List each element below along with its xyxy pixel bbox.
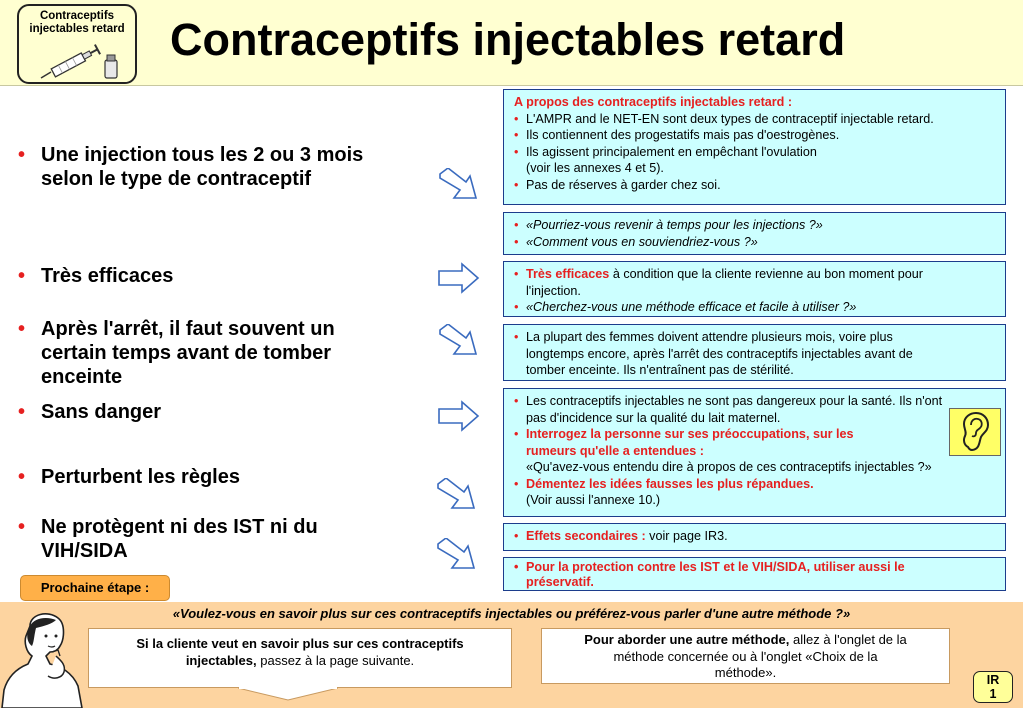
bullet-text-line1: Ne protègent ni des IST ni du	[41, 516, 318, 538]
left-bullet-safety	[18, 400, 438, 424]
item-text-cont: longtemps encore, après l'arrêt des contraceptifs injectables avant de	[526, 346, 913, 361]
info-box-side-effects	[503, 523, 1006, 551]
bullet-dot: •	[18, 265, 26, 287]
next-step-label: Prochaine étape :	[20, 575, 170, 601]
item-text: Les contraceptifs injectables ne sont pas dangereux pour la santé. Ils n'ont	[526, 394, 943, 408]
arrow-right-icon	[438, 262, 480, 294]
info-box-safety	[503, 388, 1006, 517]
left-bullet-efficacy	[18, 264, 438, 288]
item-text: Ils contiennent des progestatifs mais pas d'oestrogènes.	[526, 128, 840, 142]
list-item: • L'AMPR and le NET-EN sont deux types de contraceptif injectable retard.	[514, 111, 934, 126]
bullet-dot: •	[18, 318, 26, 340]
item-text-cont: préservatif.	[526, 575, 594, 589]
list-item: • Très efficaces à condition que la cliente revienne au bon moment pour l'injection.	[514, 267, 923, 298]
bullet-text-line1: Après l'arrêt, il faut souvent un	[41, 318, 335, 340]
tab-code: IR	[986, 673, 1000, 687]
bullet-text-line2: certain temps avant de tomber	[41, 342, 332, 364]
info-box-questions	[503, 212, 1006, 255]
item-text: La plupart des femmes doivent attendre plusieurs mois, voire plus	[526, 330, 893, 344]
list-item: • Ils agissent principalement en empêchant l'ovulation (voir les annexes 4 et 5).	[514, 144, 817, 175]
bullet-text-line1: Une injection tous les 2 ou 3 mois	[41, 144, 364, 166]
list-item: • «Cherchez-vous une méthode efficace et facile à utiliser ?»	[514, 300, 857, 314]
list-item: • Les contraceptifs injectables ne sont pas dangereux pour la santé. Ils n'ont pas d'incidence sur la qualité du lait maternel.	[514, 394, 943, 425]
arrow-right-icon	[438, 400, 480, 432]
continue-bubble	[88, 628, 512, 688]
item-text: L'AMPR and le NET-EN sont deux types de contraceptif injectable retard.	[526, 111, 934, 126]
list-item: • Effets secondaires : voir page IR3.	[514, 529, 728, 543]
left-bullet-sti	[18, 515, 438, 563]
left-bullet-periods	[18, 465, 438, 489]
list-item: • Démentez les idées fausses les plus répandues. (Voir aussi l'annexe 10.)	[514, 476, 814, 507]
bullet-text-line1: Très efficaces	[41, 265, 174, 287]
info-box-efficacy	[503, 261, 1006, 317]
list-item: • «Pourriez-vous revenir à temps pour les injections ?»	[514, 218, 823, 232]
syringe-vial-icon	[39, 38, 121, 82]
bullet-text-line1: Sans danger	[41, 401, 162, 423]
list-item: • Ils contiennent des progestatifs mais pas d'oestrogènes.	[514, 128, 840, 142]
list-item: • Interrogez la personne sur ses préoccupations, sur les rumeurs qu'elle a entendues : «Qu'avez-vous entendu dire à propos de ces contraceptifs injectables ?»	[514, 427, 932, 474]
item-text: «Comment vous en souviendriez-vous ?»	[526, 234, 758, 249]
method-tab-logo	[17, 4, 137, 84]
footer-question: «Voulez-vous en savoir plus sur ces contraceptifs injectables ou préférez-vous parler d'une autre méthode ?»	[172, 606, 851, 621]
item-text-cont: «Qu'avez-vous entendu dire à propos de ces contraceptifs injectables ?»	[526, 460, 932, 474]
bubble-text: passez à la page suivante.	[256, 652, 415, 668]
list-item: • La plupart des femmes doivent attendre plusieurs mois, voire plus longtemps encore, après l'arrêt des contraceptifs injectables avant de tomber enceinte. Ils n'entraînent pas de stérilité.	[514, 330, 913, 377]
bubble-tail	[238, 687, 338, 701]
item-text-cont: (Voir aussi l'annexe 10.)	[526, 493, 661, 507]
bubble-bold-text: Si la cliente veut en savoir plus sur ces contraceptifs	[136, 636, 464, 651]
item-text: Pour la protection contre les IST et le VIH/SIDA, utiliser aussi le	[526, 560, 905, 574]
bubble-text-2: méthode concernée ou à l'onglet «Choix de la	[613, 648, 878, 664]
item-red-text: Démentez les idées fausses les plus répandues.	[526, 476, 814, 491]
bullet-dot: •	[18, 466, 26, 488]
bullet-text-line3: enceinte	[41, 366, 123, 388]
tab-number: 1	[989, 687, 997, 701]
item-text: voir page IR3.	[645, 529, 728, 543]
bubble-bold-text-2: injectables,	[185, 652, 257, 668]
ear-icon	[949, 408, 1001, 456]
arrow-diagonal-icon	[436, 478, 478, 512]
item-red-text-cont: rumeurs qu'elle a entendues :	[526, 443, 704, 458]
other-method-bubble	[541, 628, 950, 684]
bullet-text-line1: Perturbent les règles	[41, 466, 240, 488]
arrow-diagonal-icon	[438, 324, 480, 358]
logo-line2: injectables retard	[29, 23, 125, 35]
list-item: • Pour la protection contre les IST et le VIH/SIDA, utiliser aussi le préservatif.	[514, 560, 905, 589]
bullet-dot: •	[18, 516, 26, 538]
bullet-text-line2: VIH/SIDA	[41, 540, 128, 562]
left-bullet-injection	[18, 143, 438, 191]
item-text-cont: tomber enceinte. Ils n'entraînent pas de stérilité.	[526, 363, 794, 377]
left-bullet-fertility	[18, 317, 438, 389]
item-text: Pas de réserves à garder chez soi.	[526, 177, 721, 192]
bubble-text-3: méthode».	[714, 665, 777, 680]
item-red-text: Interrogez la personne sur ses préoccupations, sur les	[526, 427, 854, 441]
arrow-diagonal-icon	[438, 168, 480, 202]
list-item: • «Comment vous en souviendriez-vous ?»	[514, 234, 758, 249]
bubble-text: allez à l'onglet de la	[789, 632, 907, 647]
bubble-bold-text: Pour aborder une autre méthode,	[584, 632, 790, 647]
info-box-about	[503, 89, 1006, 205]
bullet-dot: •	[18, 144, 26, 166]
header-divider	[0, 85, 1023, 86]
info-box-protection	[503, 557, 1006, 591]
item-text: Ils agissent principalement en empêchant l'ovulation	[526, 144, 817, 159]
item-text-cont: l'injection.	[526, 283, 581, 298]
box-heading: A propos des contraceptifs injectables retard :	[514, 95, 793, 109]
item-text: «Cherchez-vous une méthode efficace et facile à utiliser ?»	[526, 300, 857, 314]
bullet-dot: •	[18, 401, 26, 423]
info-box-fertility	[503, 324, 1006, 381]
arrow-diagonal-icon	[436, 538, 478, 572]
page-title: Contraceptifs injectables retard	[170, 14, 846, 65]
logo-line1: Contraceptifs	[39, 10, 115, 22]
item-text-cont: pas d'incidence sur la qualité du lait maternel.	[526, 410, 781, 425]
item-text: à condition que la cliente revienne au bon moment pour	[609, 267, 923, 281]
item-text-cont: (voir les annexes 4 et 5).	[526, 161, 664, 175]
item-red-text: Effets secondaires :	[526, 529, 646, 543]
item-text: «Pourriez-vous revenir à temps pour les injections ?»	[526, 218, 823, 232]
item-red-text: Très efficaces	[526, 267, 610, 281]
thinking-woman-icon	[0, 606, 90, 708]
list-item: • Pas de réserves à garder chez soi.	[514, 177, 721, 192]
bullet-text-line2: selon le type de contraceptif	[41, 168, 312, 190]
page-tab-ir1[interactable]	[973, 671, 1013, 703]
